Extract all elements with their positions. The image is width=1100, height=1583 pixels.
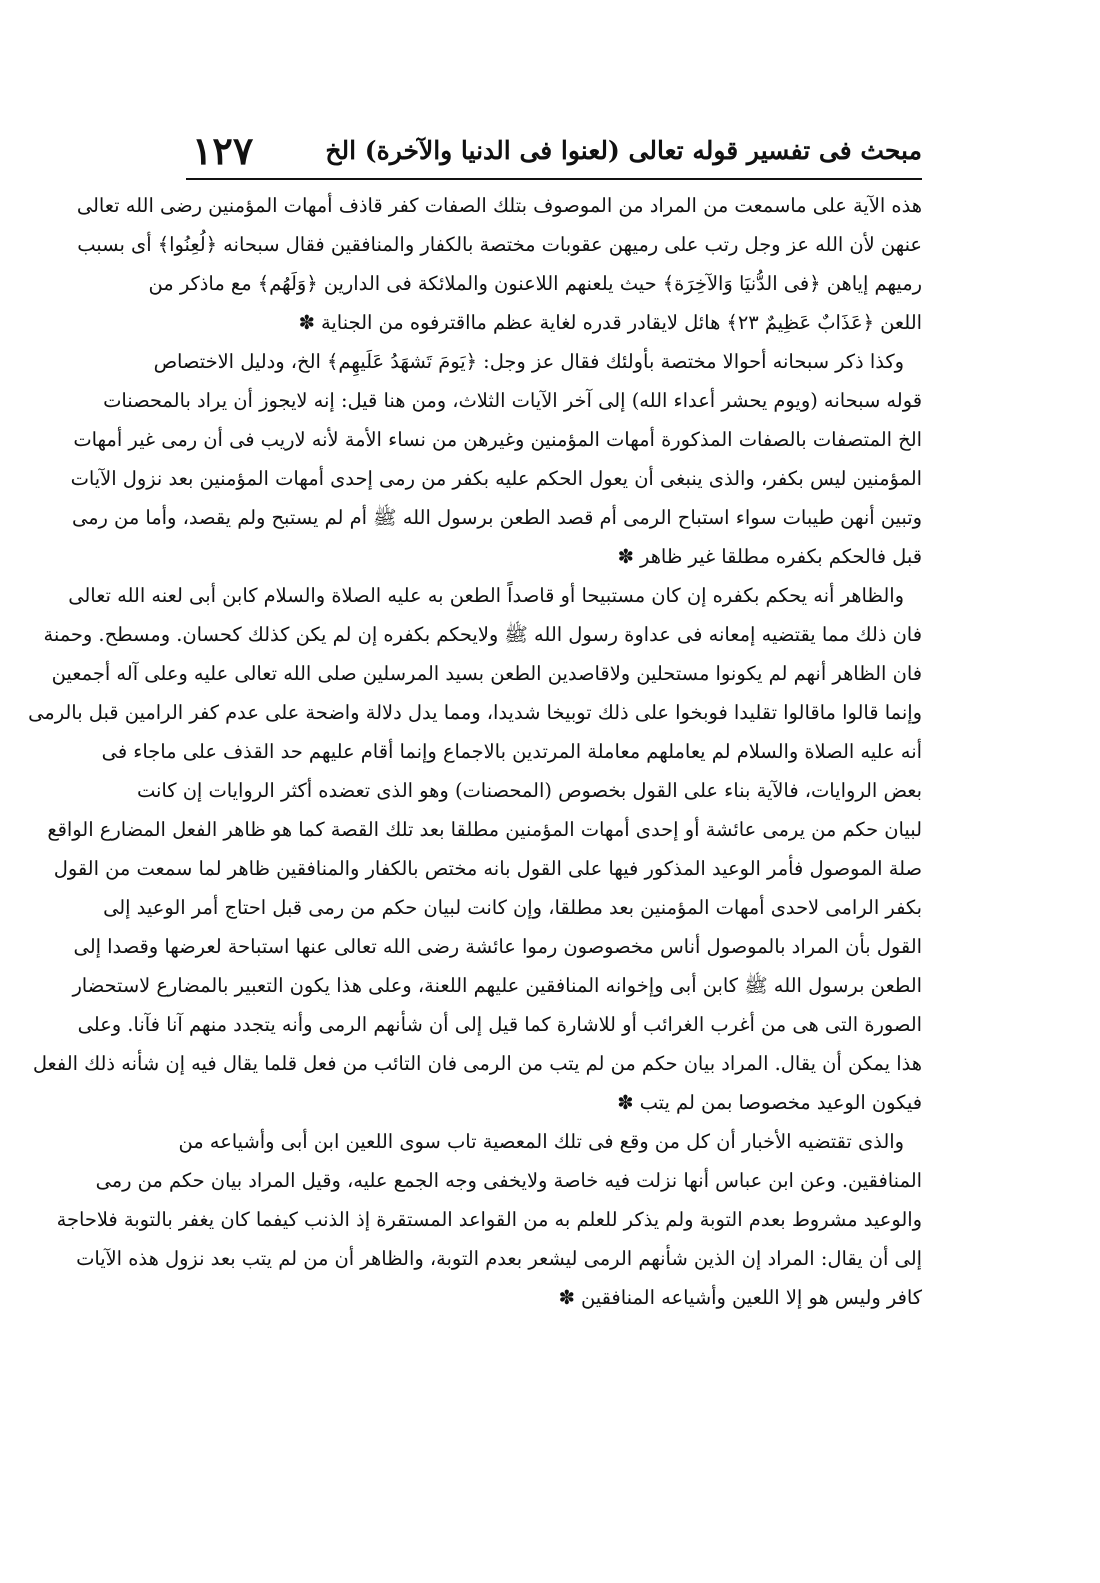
text-line: بعض الروايات، فالآية بناء على القول بخصوص (المحصنات) وهو الذى تعضده أكثر الروايات إن كانت bbox=[136, 779, 922, 802]
text-line: والذى تقتضيه الأخبار أن كل من وقع فى تلك المعصية تاب سوى اللعين ابن أبى وأشياعه من bbox=[178, 1130, 904, 1153]
text-line: لبيان حكم من يرمى عائشة أو إحدى أمهات المؤمنين مطلقا بعد تلك القصة كما هو ظاهر الفعل المضارع الواقع bbox=[47, 818, 922, 841]
page-header bbox=[192, 128, 922, 178]
text-line: صلة الموصول فأمر الوعيد المذكور فيها على القول بانه مختص بالكفار والمنافقين ظاهر لما سمعت من القول bbox=[53, 857, 922, 880]
text-line: المؤمنين ليس بكفر، والذى ينبغى أن يعول الحكم عليه بكفر من رمى إحدى أمهات المؤمنين بعد نزول الآيات bbox=[70, 467, 922, 490]
text-line: هذا يمكن أن يقال. المراد بيان حكم من لم يتب من الرمى فان التائب من فعل قلما يقال فيه إن شأنه ذلك الفعل bbox=[32, 1052, 922, 1075]
text-line: وكذا ذكر سبحانه أحوالا مختصة بأولئك فقال عز وجل: ﴿يَومَ تَشهَدُ عَلَيهِم﴾ الخ، ودليل الاختصاص bbox=[153, 350, 904, 373]
text-line: المنافقين. وعن ابن عباس أنها نزلت فيه خاصة ولايخفى وجه الجمع عليه، وقيل المراد بيان حكم من رمى bbox=[95, 1169, 922, 1192]
text-line: الصورة التى هى من أغرب الغرائب أو للاشارة كما قيل إلى أن شأنهم الرمى وأنه يتجدد منهم آنا فآنا. وعلى bbox=[77, 1013, 922, 1036]
text-line: القول بأن المراد بالموصول أناس مخصوصون رموا عائشة رضى الله تعالى عنها استباحة لعرضها وقصدا إلى bbox=[73, 935, 922, 958]
text-line: فان الظاهر أنهم لم يكونوا مستحلين ولاقاصدين الطعن بسيد المرسلين صلى الله تعالى عليه وعلى آله أجمعين bbox=[51, 662, 922, 685]
text-line: عنهن لأن الله عز وجل رتب على رميهن عقوبات مختصة بالكفار والمنافقين فقال سبحانه ﴿لُعِنُوا﴾ أى بسبب bbox=[77, 233, 922, 256]
running-title: مبحث فى تفسير قوله تعالى (لعنوا فى الدنيا والآخرة) الخ bbox=[325, 136, 922, 165]
page-body bbox=[28, 186, 922, 1317]
paragraph-2 bbox=[70, 342, 922, 576]
text-line: الخ المتصفات بالصفات المذكورة أمهات المؤمنين وغيرهن من نساء الأمة لأنه لاريب فى أن رمى غير أمهات bbox=[73, 428, 922, 451]
text-line: كافر وليس هو إلا اللعين وأشياعه المنافقين ✽ bbox=[558, 1286, 922, 1309]
text-line: الطعن برسول الله ﷺ كابن أبى وإخوانه المنافقين عليهم اللعنة، وعلى هذا يكون التعبير بالمضارع لاستحضار bbox=[72, 974, 922, 997]
page-number: ١٢٧ bbox=[192, 128, 254, 173]
text-line: هذه الآية على ماسمعت من المراد من الموصوف بتلك الصفات كفر قاذف أمهات المؤمنين رضى الله تعالى bbox=[76, 194, 922, 217]
text-line: رميهم إياهن ﴿فى الدُّنيَا وَالآخِرَة﴾ حيث يلعنهم اللاعنون والملائكة فى الدارين ﴿وَلَهُم﴾ مع ماذكر من bbox=[148, 272, 922, 295]
header-rule bbox=[186, 178, 922, 180]
text-line: إلى أن يقال: المراد إن الذين شأنهم الرمى ليشعر بعدم التوبة، والظاهر أن من لم يتب بعد نزول هذه الآيات bbox=[76, 1247, 922, 1270]
paragraph-4 bbox=[56, 1122, 922, 1317]
text-line: فيكون الوعيد مخصوصا بمن لم يتب ✽ bbox=[617, 1091, 922, 1114]
text-line: والوعيد مشروط بعدم التوبة ولم يذكر للعلم به من القواعد المستقرة إذ الذنب كيفما كان يغفر بالتوبة فلاحاجة bbox=[56, 1208, 922, 1231]
text-line: فان ذلك مما يقتضيه إمعانه فى عداوة رسول الله ﷺ ولايحكم بكفره إن لم يكن كذلك كحسان. ومسطح. وحمنة bbox=[43, 623, 922, 646]
paragraph-3 bbox=[28, 576, 922, 1122]
text-line: والظاهر أنه يحكم بكفره إن كان مستبيحا أو قاصداً الطعن به عليه الصلاة والسلام كابن أبى لعنه الله تعالى bbox=[68, 584, 904, 607]
text-line: قوله سبحانه (ويوم يحشر أعداء الله) إلى آخر الآيات الثلاث، ومن هنا قيل: إنه لايجوز أن يراد بالمحصنات bbox=[103, 389, 922, 412]
paragraph-1 bbox=[76, 186, 922, 342]
text-line: بكفر الرامى لاحدى أمهات المؤمنين بعد مطلقا، وإن كانت لبيان حكم من رمى قبل احتاج أمر الوعيد إلى bbox=[103, 896, 922, 919]
text-line: اللعن ﴿عَذَابٌ عَظِيمٌ ٢٣﴾ هائل لايقادر قدره لغاية عظم مااقترفوه من الجناية ✽ bbox=[298, 311, 922, 334]
text-line: وإنما قالوا ماقالوا تقليدا فوبخوا على ذلك توبيخا شديدا، ومما يدل دلالة واضحة على عدم كفر الرامين قبل بالرمى bbox=[28, 701, 922, 724]
text-line: قبل فالحكم بكفره مطلقا غير ظاهر ✽ bbox=[617, 545, 922, 568]
text-line: وتبين أنهن طيبات سواء استباح الرمى أم قصد الطعن برسول الله ﷺ أم لم يستبح ولم يقصد، وأما من رمى bbox=[71, 506, 922, 529]
text-line: أنه عليه الصلاة والسلام لم يعاملهم معاملة المرتدين بالاجماع وإنما أقام عليهم حد القذف على ماجاء فى bbox=[101, 740, 922, 763]
